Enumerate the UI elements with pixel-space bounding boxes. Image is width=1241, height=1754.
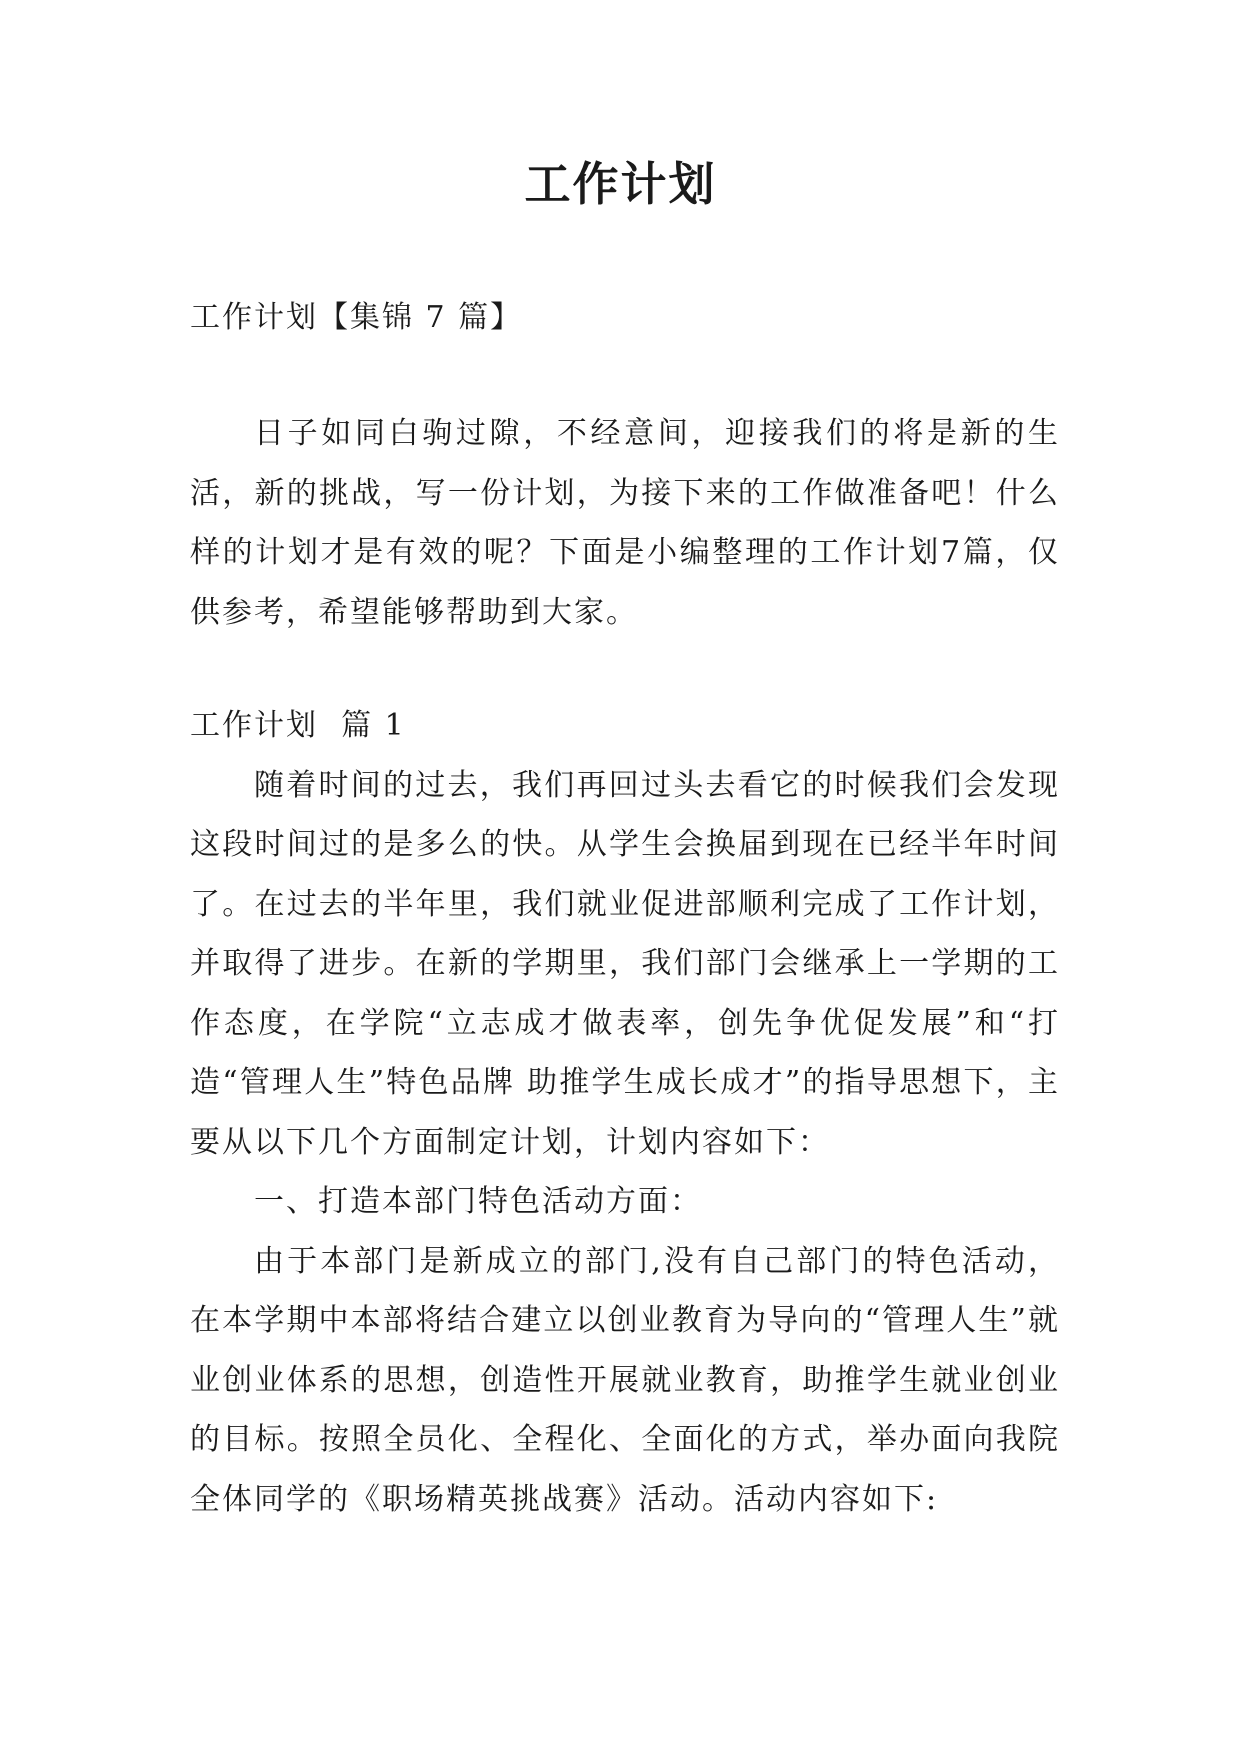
section-paragraph-1: 随着时间的过去，我们再回过头去看它的时候我们会发现这段时间过的是多么的快。从学生会换届到现在已经半年时间了。在过去的半年里，我们就业促进部顺利完成了工作计划，并取得了进步。在新的学期里，我们部门会继承上一学期的工作态度，在学院“立志成才做表率，创先争优促发展”和“打造“管理人生”特色品牌 助推学生成长成才”的指导思想下，主要从以下几个方面制定计划，计划内容如下：	[190, 767, 1060, 1160]
section-paragraph-2: 由于本部门是新成立的部门,没有自己部门的特色活动，在本学期中本部将结合建立以创业教育为导向的“管理人生”就业创业体系的思想，创造性开展就业教育，助推学生就业创业的目标。按照全员化、全程化、全面化的方式，举办面向我院全体同学的《职场精英挑战赛》活动。活动内容如下:	[190, 1243, 1060, 1517]
section-heading: 工作计划 篇 1	[190, 708, 406, 743]
point-1-heading: 一、打造本部门特色活动方面：	[254, 1184, 702, 1219]
intro-paragraph: 日子如同白驹过隙，不经意间，迎接我们的将是新的生活，新的挑战，写一份计划，为接下来的工作做准备吧！什么样的计划才是有效的呢？下面是小编整理的工作计划7篇，仅供参考，希望能够帮助到大家。	[190, 416, 1060, 630]
document-subtitle: 工作计划【集锦 7 篇】	[190, 300, 523, 335]
document-title: 工作计划	[524, 157, 717, 211]
section-1	[190, 696, 1060, 1529]
